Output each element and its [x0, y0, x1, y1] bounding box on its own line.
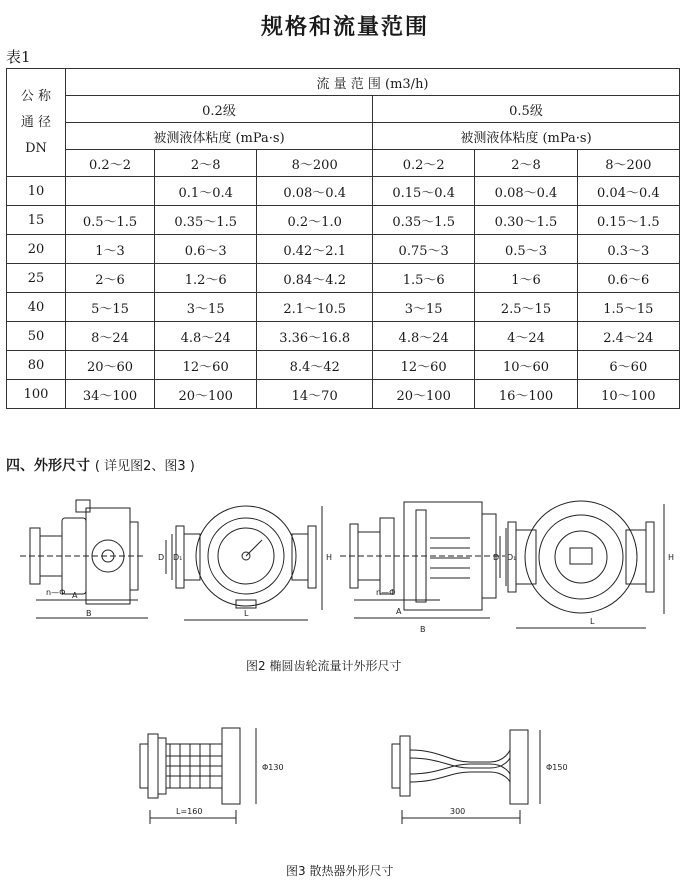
- flow-range-header: 流 量 范 围 (m3/h): [66, 69, 680, 96]
- section-heading: [6, 455, 195, 475]
- dn-cell: 10: [7, 177, 66, 206]
- table-row: [7, 351, 680, 380]
- fig2-label-d1-2: D₁: [507, 553, 517, 562]
- flow-range-cell: 16～100: [475, 380, 577, 409]
- fig2-label-l: L: [244, 609, 249, 618]
- figure2-caption: 图2 椭圆齿轮流量计外形尺寸: [246, 659, 402, 673]
- visc-range-cell: 2～8: [475, 150, 577, 177]
- flow-range-cell: 1.5～15: [577, 293, 679, 322]
- viscosity-02-header: 被测液体粘度 (mPa·s): [66, 123, 373, 150]
- table-body: [7, 177, 680, 409]
- figure2-drawing: [0, 478, 690, 648]
- grade-05-header: 0.5级: [373, 96, 680, 123]
- fig2-label-a-1: A: [72, 591, 78, 600]
- fig2-label-d1: D₁: [173, 553, 183, 562]
- section-title: 四、外形尺寸: [6, 458, 90, 474]
- page-title: 规格和流量范围: [260, 15, 429, 40]
- dn-cell: 25: [7, 264, 66, 293]
- dn-cell: 80: [7, 351, 66, 380]
- section-subtitle: ( 详见图2、图3 ): [94, 459, 195, 474]
- dn-cell: 20: [7, 235, 66, 264]
- flow-range-cell: 20～100: [155, 380, 257, 409]
- flow-range-cell: 2.1～10.5: [257, 293, 373, 322]
- flow-range-cell: 2.4～24: [577, 322, 679, 351]
- flow-range-cell: 0.15～1.5: [577, 206, 679, 235]
- flow-range-cell: 1.5～6: [373, 264, 475, 293]
- flow-range-cell: 10～100: [577, 380, 679, 409]
- flow-range-cell: 0.2～1.0: [257, 206, 373, 235]
- flow-range-cell: 0.3～3: [577, 235, 679, 264]
- flow-range-cell: 0.04～0.4: [577, 177, 679, 206]
- table-row: [7, 235, 680, 264]
- flow-range-cell: 1～6: [475, 264, 577, 293]
- flow-range-cell: 4.8～24: [373, 322, 475, 351]
- fig2-label-a-2: A: [396, 607, 402, 616]
- flow-range-cell: 3～15: [155, 293, 257, 322]
- flow-range-cell: 3～15: [373, 293, 475, 322]
- dn-cell: 15: [7, 206, 66, 235]
- figure3-caption: 图3 散热器外形尺寸: [286, 864, 394, 878]
- fig2-label-b-1: B: [86, 609, 92, 618]
- flowmeter-side-view-1: [20, 500, 148, 618]
- flow-range-cell: 6～60: [577, 351, 679, 380]
- table-row: [7, 206, 680, 235]
- dn-cell: 100: [7, 380, 66, 409]
- flow-range-cell: 20～100: [373, 380, 475, 409]
- fig3-label-phi130: Φ130: [262, 763, 284, 772]
- fig2-label-d-2: D: [493, 553, 500, 562]
- flow-range-cell: 0.42～2.1: [257, 235, 373, 264]
- fig2-label-nphi-1: n—Φ: [46, 588, 66, 597]
- dn-header-line1: 公 称: [20, 88, 52, 104]
- flow-range-cell: 0.5～1.5: [66, 206, 155, 235]
- flow-range-cell: 0.1～0.4: [155, 177, 257, 206]
- viscosity-05-header: 被测液体粘度 (mPa·s): [373, 123, 680, 150]
- table-row: [7, 293, 680, 322]
- dn-header-line3: DN: [25, 140, 47, 156]
- dn-cell: 40: [7, 293, 66, 322]
- flow-range-cell: 8.4～42: [257, 351, 373, 380]
- flow-range-cell: 0.30～1.5: [475, 206, 577, 235]
- table-row: [7, 322, 680, 351]
- visc-range-cell: 0.2～2: [66, 150, 155, 177]
- flow-range-cell: 0.6～6: [577, 264, 679, 293]
- flow-range-cell: 1.2～6: [155, 264, 257, 293]
- flowmeter-front-view-2: [500, 501, 664, 628]
- flow-range-cell: 10～60: [475, 351, 577, 380]
- flow-range-cell: 2～6: [66, 264, 155, 293]
- table-row: [7, 380, 680, 409]
- fig2-label-l-2: L: [590, 617, 595, 626]
- fig2-label-h: H: [326, 553, 333, 562]
- flow-range-cell: 0.08～0.4: [475, 177, 577, 206]
- dn-header-cell: [7, 69, 66, 177]
- fig3-label-phi150: Φ150: [546, 763, 568, 772]
- dn-cell: 50: [7, 322, 66, 351]
- visc-range-cell: 8～200: [577, 150, 679, 177]
- figure3-drawing: [0, 710, 690, 840]
- flow-range-cell: 12～60: [155, 351, 257, 380]
- flow-range-cell: 0.08～0.4: [257, 177, 373, 206]
- fig2-label-b-2: B: [420, 625, 426, 634]
- flow-range-cell: 1～3: [66, 235, 155, 264]
- flow-range-cell: 4.8～24: [155, 322, 257, 351]
- flow-range-cell: 2.5～15: [475, 293, 577, 322]
- flow-range-cell: 14～70: [257, 380, 373, 409]
- fig2-label-d: D: [158, 553, 165, 562]
- grade-02-header: 0.2级: [66, 96, 373, 123]
- flow-range-cell: 0.5～3: [475, 235, 577, 264]
- flow-range-cell: 0.75～3: [373, 235, 475, 264]
- flow-range-cell: 5～15: [66, 293, 155, 322]
- flow-range-cell: 0.35～1.5: [373, 206, 475, 235]
- flowmeter-front-view-1: [166, 506, 322, 620]
- visc-range-cell: 2～8: [155, 150, 257, 177]
- dn-header-line2: 通 径: [20, 114, 52, 130]
- flow-range-cell: 34～100: [66, 380, 155, 409]
- flowmeter-side-view-2: [340, 502, 505, 618]
- fig3-label-300: 300: [450, 807, 466, 816]
- table-row: [7, 177, 680, 206]
- radiator-tube-view: [392, 730, 540, 824]
- flow-range-cell: 8～24: [66, 322, 155, 351]
- flow-range-table: [6, 68, 680, 409]
- flow-range-cell: 4～24: [475, 322, 577, 351]
- flow-range-cell: [66, 177, 155, 206]
- visc-range-cell: 8～200: [257, 150, 373, 177]
- flow-range-cell: 12～60: [373, 351, 475, 380]
- fig2-label-h-2: H: [668, 553, 675, 562]
- table-label: 表1: [6, 48, 31, 66]
- flow-range-cell: 20～60: [66, 351, 155, 380]
- fig3-label-l160: L=160: [176, 807, 203, 816]
- flow-range-cell: 0.15～0.4: [373, 177, 475, 206]
- table-row: [7, 264, 680, 293]
- fig2-label-nphi-2: n—Φ: [376, 588, 396, 597]
- flow-range-cell: 0.6～3: [155, 235, 257, 264]
- flow-range-cell: 0.35～1.5: [155, 206, 257, 235]
- visc-range-cell: 0.2～2: [373, 150, 475, 177]
- flow-range-cell: 3.36～16.8: [257, 322, 373, 351]
- flow-range-cell: 0.84～4.2: [257, 264, 373, 293]
